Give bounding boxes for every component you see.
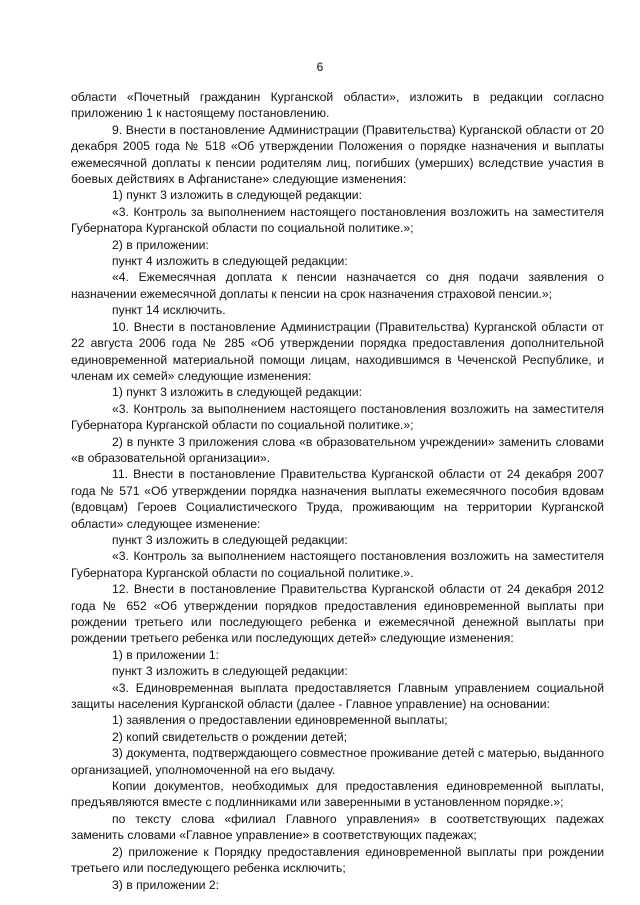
- paragraph: области «Почетный гражданин Курганской области», изложить в редакции согласно приложению 1 к настоящему постановлению.: [71, 90, 604, 121]
- paragraph: 12. Внести в постановление Правительства Курганской области от 24 декабря 2012 года № 652 «Об утверждении порядков предоставления единовременной выплаты при рождении третьего или последующего ребенка и ежемесячной денежной выплаты при рождении третьего ребенка или последующих детей» следующие изменения:: [71, 582, 604, 646]
- paragraph: «4. Ежемесячная доплата к пенсии назначается со дня подачи заявления о назначении ежемесячной доплаты к пенсии на срок назначения страховой пенсии.»;: [71, 270, 604, 301]
- paragraph: 2) в пункте 3 приложения слова «в образовательном учреждении» заменить словами «в образовательной организации».: [71, 434, 604, 465]
- paragraph: пункт 3 изложить в следующей редакции:: [112, 532, 348, 547]
- paragraph: пункт 4 изложить в следующей редакции:: [112, 254, 348, 269]
- paragraph: пункт 3 изложить в следующей редакции:: [112, 664, 348, 679]
- paragraph: 10. Внести в постановление Администрации (Правительства) Курганской области от 22 августа 2006 года № 285 «Об утверждении порядка предоставления дополнительной единовременной материальной помощи лицам, находившимся в Чеченской Республике, и членам их семей» следующие изменения:: [71, 319, 604, 383]
- paragraph: 2) приложение к Порядку предоставления единовременной выплаты при рождении третьего или последующего ребенка исключить;: [71, 844, 604, 876]
- paragraph: по тексту слова «филиал Главного управления» в соответствующих падежах заменить словами «Главное управление» в соответствующих падежах;: [71, 811, 604, 843]
- paragraph: 1) заявления о предоставлении единовременной выплаты;: [112, 713, 448, 728]
- paragraph: 3) в приложении 2:: [112, 877, 219, 892]
- paragraph: пункт 14 исключить.: [112, 303, 226, 318]
- paragraph: 2) копий свидетельств о рождении детей;: [112, 729, 348, 744]
- paragraph: 9. Внести в постановление Администрации (Правительства) Курганской области от 20 декабря 2005 года № 518 «Об утверждении Положения о порядке назначения и выплаты ежемесячной доплаты к пенсии родителям лиц, погибших (умерших) вследствие участия в боевых действиях в Афганистане» следующие изменения:: [71, 122, 604, 187]
- paragraph: 3) документа, подтверждающего совместное проживание детей с матерью, выданного организацией, уполномоченной на его выдачу.: [71, 746, 604, 777]
- paragraph: «3. Единовременная выплата предоставляется Главным управлением социальной защиты населения Курганской области (далее - Главное управление) на основании:: [71, 680, 604, 712]
- paragraph: «3. Контроль за выполнением настоящего постановления возложить на заместителя Губернатора Курганской области по социальной политике.».: [71, 549, 604, 580]
- paragraph: 2) в приложении:: [112, 237, 209, 252]
- paragraph: 1) пункт 3 изложить в следующей редакции:: [112, 385, 362, 400]
- paragraph: 1) пункт 3 изложить в следующей редакции:: [112, 188, 362, 203]
- paragraph: 11. Внести в постановление Правительства Курганской области от 24 декабря 2007 года № 571 «Об утверждении порядка назначения выплаты ежемесячного пособия вдовам (вдовцам) Героев Социалистического Труда, проживающим на территории Курганской области» следующее изменение:: [71, 467, 604, 531]
- page-number: 6: [316, 60, 324, 74]
- document-body: [71, 89, 604, 893]
- paragraph: 1) в приложении 1:: [112, 647, 219, 662]
- paragraph: «3. Контроль за выполнением настоящего постановления возложить на заместителя Губернатора Курганской области по социальной политике.»;: [71, 401, 604, 433]
- paragraph: «3. Контроль за выполнением настоящего постановления возложить на заместителя Губернатора Курганской области по социальной политике.»;: [71, 204, 604, 236]
- paragraph: Копии документов, необходимых для предоставления единовременной выплаты, предъявляются вместе с подлинниками или заверенными в установленном порядке.»;: [71, 779, 604, 810]
